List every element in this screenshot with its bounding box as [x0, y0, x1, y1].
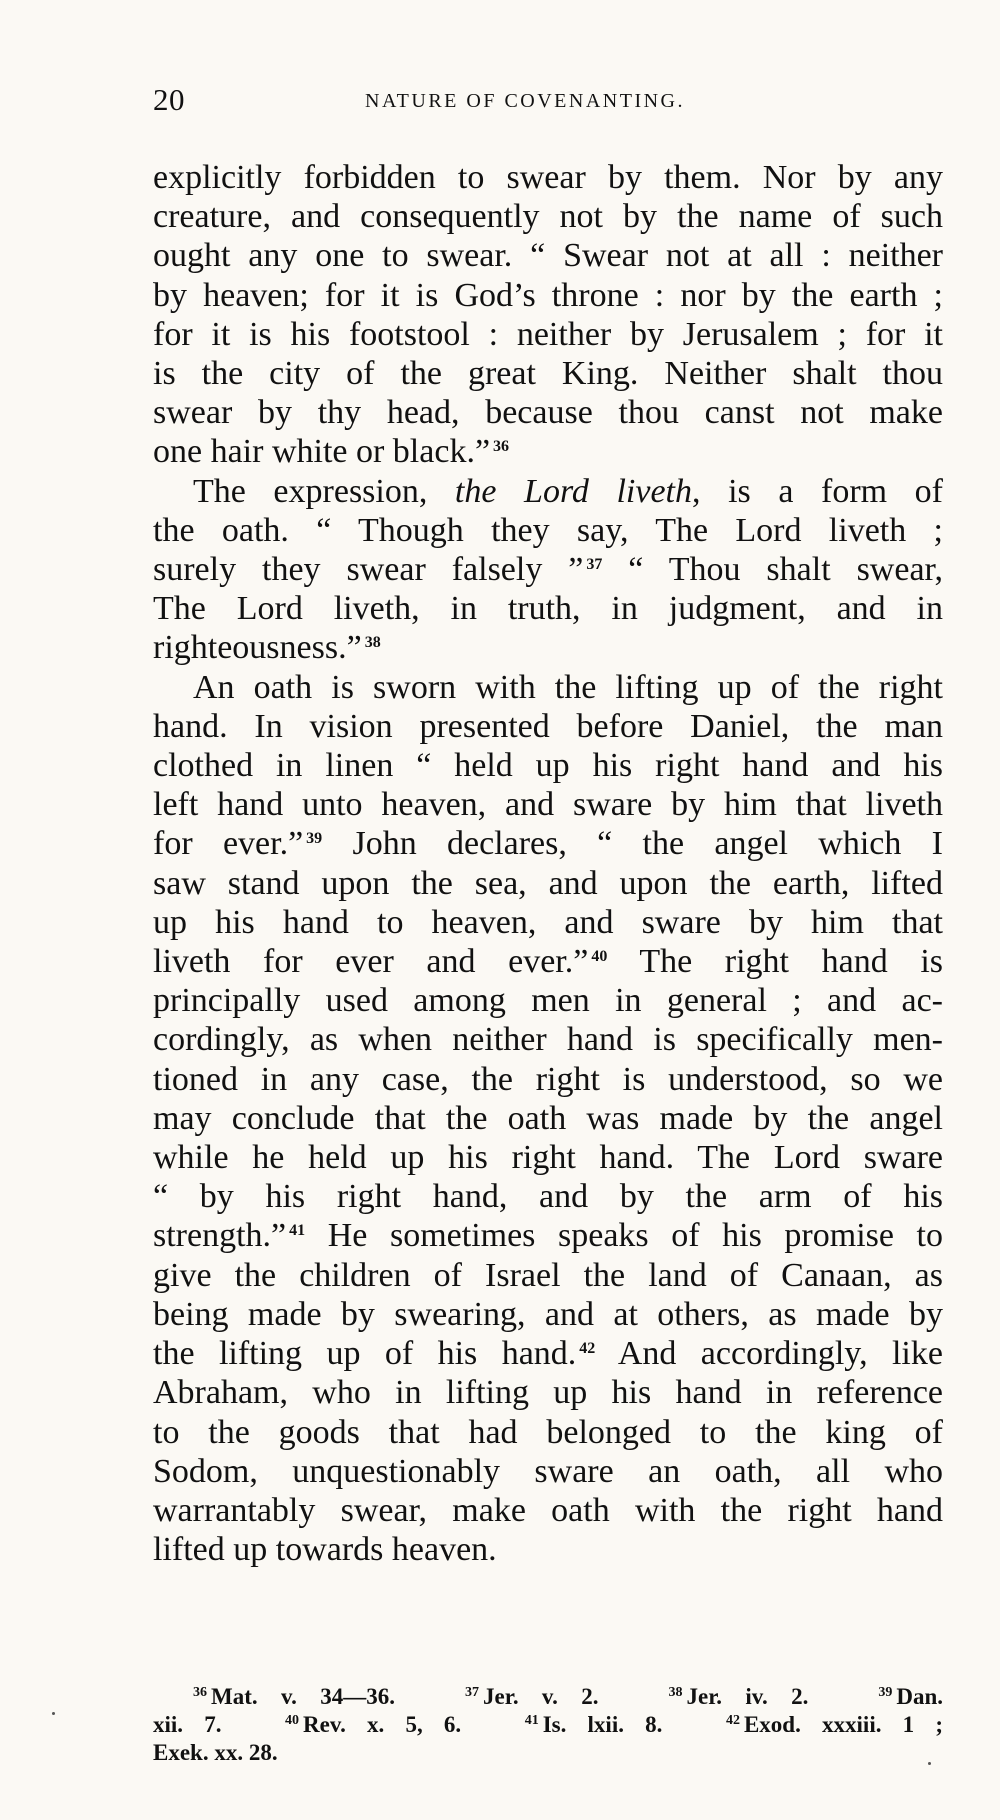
text-line: Abraham, who in lifting up his hand in reference: [153, 1374, 943, 1412]
footnote-number: 40: [285, 1713, 300, 1728]
text-line: An oath is sworn with the lifting up of the right: [193, 668, 943, 706]
footnote-citation: Exod. xxxiii. 1 ;: [743, 1712, 943, 1737]
text-line: warrantably swear, make oath with the right hand: [153, 1491, 943, 1529]
text-line: creature, and consequently not by the name of such: [153, 198, 943, 236]
footnote-line: Exek. xx. 28.: [153, 1740, 278, 1765]
text-line: “ by his right hand, and by the arm of his: [153, 1178, 943, 1216]
footnote-number: 38: [668, 1685, 683, 1700]
footnote-ref-37: 37: [586, 556, 603, 574]
print-speck: [928, 1762, 931, 1765]
footnote-citation: Is. lxii. 8.: [542, 1712, 663, 1737]
text-line: to the goods that had belonged to the king of: [153, 1413, 943, 1451]
text-run: the lifting up of his hand.: [153, 1335, 577, 1373]
text-run: surely they swear falsely ”: [153, 551, 584, 589]
text-run: And accordingly, like: [595, 1335, 943, 1373]
text-line: for it is his footstool : neither by Jerusalem ; for it: [153, 315, 943, 353]
footnote-number: 42: [725, 1713, 740, 1728]
text-line: saw stand upon the sea, and upon the earth, lifted: [153, 864, 943, 902]
footnote-citation: Mat. v. 34—36.: [211, 1684, 396, 1709]
text-line: [153, 1334, 943, 1373]
footnote-ref-40: 40: [591, 948, 608, 966]
text-run: one hair white or black.”: [153, 433, 491, 471]
footnotes: [153, 1683, 943, 1767]
text-line: [153, 824, 943, 863]
footnote-number: 39: [878, 1685, 893, 1700]
text-run: John declares, “ the angel which I: [322, 825, 943, 863]
text-line: [153, 432, 943, 471]
text-line: being made by swearing, and at others, as made by: [153, 1295, 943, 1333]
footnote-citation: Rev. x. 5, 6.: [303, 1712, 462, 1737]
text-line: ought any one to swear. “ Swear not at all : neither: [153, 237, 943, 275]
text-line: tioned in any case, the right is understood, so we: [153, 1060, 943, 1098]
text-line: hand. In vision presented before Daniel, the man: [153, 707, 943, 745]
text-run: He sometimes speaks of his promise to: [305, 1217, 943, 1255]
text-line: [153, 1216, 943, 1255]
footnote-number: 41: [524, 1713, 539, 1728]
footnote-line: [153, 1711, 943, 1739]
text-run: righteousness.”: [153, 629, 362, 667]
text-run: The right hand is: [607, 943, 943, 981]
text-line: principally used among men in general ; and ac-: [153, 982, 943, 1020]
body-text: [153, 158, 943, 1569]
text-line: left hand unto heaven, and sware by him that liveth: [153, 786, 943, 824]
text-run: The expression,: [193, 472, 455, 510]
text-line: cordingly, as when neither hand is specifically men-: [153, 1021, 943, 1059]
text-line: [153, 550, 943, 589]
text-line: [153, 472, 943, 511]
footnote-ref-39: 39: [306, 830, 323, 848]
text-run: strength.”: [153, 1217, 287, 1255]
footnote-citation: Dan.: [896, 1684, 943, 1709]
footnote-ref-36: 36: [493, 438, 510, 456]
text-line: Sodom, unquestionably sware an oath, all who: [153, 1452, 943, 1490]
text-run: liveth for ever and ever.”: [153, 943, 589, 981]
text-line: the oath. “ Though they say, The Lord liveth ;: [153, 511, 943, 549]
text-line: explicitly forbidden to swear by them. Nor by any: [153, 159, 943, 196]
footnote-number: 36: [193, 1685, 207, 1700]
footnote-ref-41: 41: [289, 1222, 306, 1240]
footnote-number: 37: [465, 1685, 480, 1700]
text-line: may conclude that the oath was made by the angel: [153, 1099, 943, 1137]
text-line: give the children of Israel the land of Canaan, as: [153, 1256, 943, 1294]
print-speck: [52, 1712, 55, 1715]
text-line: [153, 628, 943, 667]
page-number: 20: [153, 82, 185, 117]
text-line: [153, 942, 943, 981]
page-header: [153, 82, 943, 122]
text-line: swear by thy head, because thou canst not make: [153, 394, 943, 432]
text-line: while he held up his right hand. The Lord sware: [153, 1139, 943, 1177]
text-line: lifted up towards heaven.: [153, 1531, 497, 1569]
footnote-citation: xii. 7.: [153, 1712, 222, 1737]
text-line: is the city of the great King. Neither shalt thou: [153, 355, 943, 393]
italic-phrase: the Lord liveth: [454, 472, 693, 510]
footnote-ref-38: 38: [364, 634, 381, 652]
text-run: , is a form of: [692, 472, 943, 510]
footnote-citation: Jer. iv. 2.: [686, 1684, 809, 1709]
text-line: by heaven; for it is God’s throne : nor by the earth ;: [153, 276, 943, 314]
text-line: clothed in linen “ held up his right hand and his: [153, 747, 943, 785]
footnote-line: [153, 1683, 943, 1711]
text-run: for ever.”: [153, 825, 304, 863]
footnote-citation: Jer. v. 2.: [483, 1684, 599, 1709]
text-line: The Lord liveth, in truth, in judgment, and in: [153, 590, 943, 628]
footnote-ref-42: 42: [579, 1340, 596, 1358]
text-run: “ Thou shalt swear,: [602, 551, 943, 589]
text-line: up his hand to heaven, and sware by him that: [153, 903, 943, 941]
running-head: NATURE OF COVENANTING.: [365, 90, 685, 112]
